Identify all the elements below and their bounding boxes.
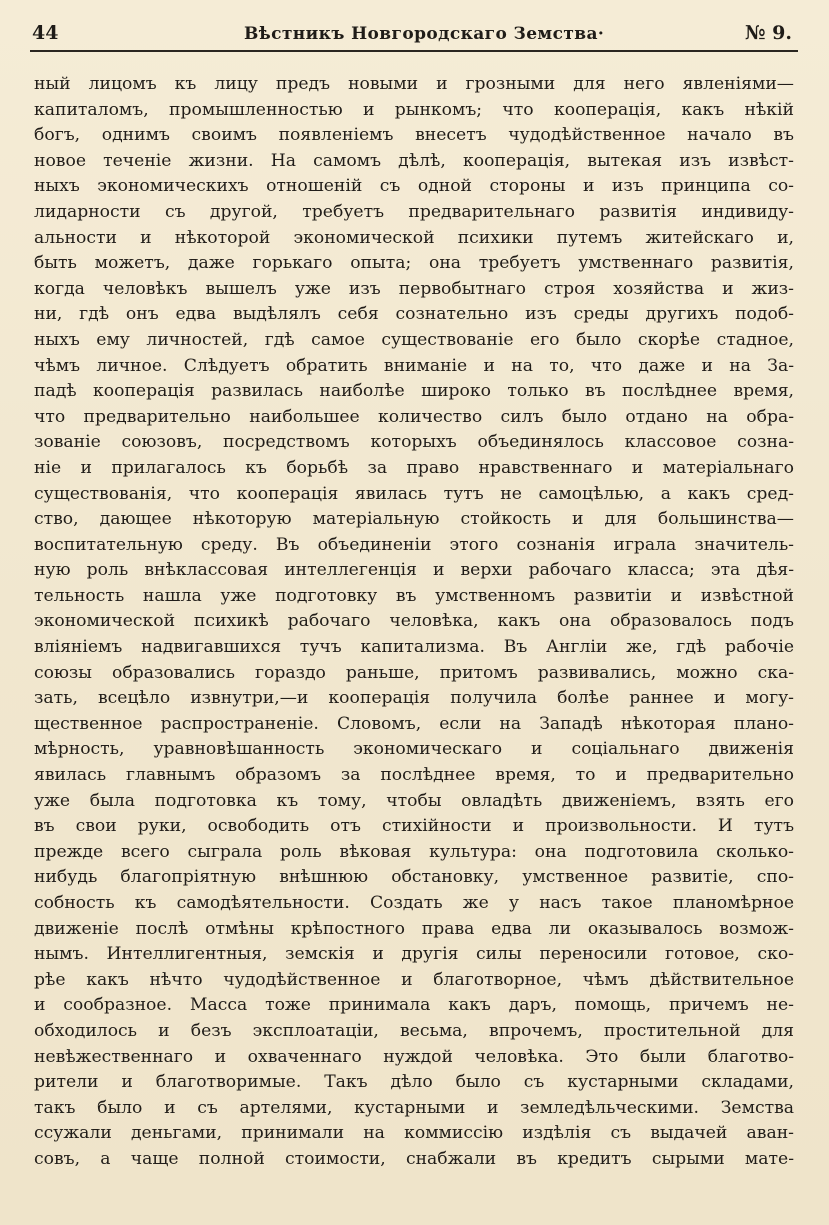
text-line: прежде всего сыграла роль вѣковая культура: она подготовила сколько- [34,841,794,862]
text-line: совъ, а чаще полной стоимости, снабжали въ кредитъ сырыми мате- [34,1148,794,1169]
text-line: нибудь благопріятную внѣшнюю обстановку, умственное развитіе, спо- [34,867,794,888]
text-line: ссужали деньгами, принимали на коммиссію издѣлія съ выдачей аван- [34,1123,794,1144]
running-header [30,18,800,52]
text-line: собность къ самодѣятельности. Создать же у насъ такое планомѣрное [34,893,794,913]
text-line: ство, дающее нѣкоторую матеріальную стойкость и для большинства— [34,509,794,530]
text-line: что предварительно наибольшее количество силъ было отдано на обра- [34,406,794,427]
text-line: ный лицомъ къ лицу предъ новыми и грозными для него явленіями— [34,74,794,94]
text-line: мѣрность, уравновѣшанность экономическаго и соціальнаго движенія [34,739,794,760]
text-line: альности и нѣкоторой экономической психики путемъ житейскаго и, [34,227,794,248]
text-line: щественное распространеніе. Словомъ, если на Западѣ нѣкоторая плано- [34,713,794,734]
text-line: явилась главнымъ образомъ за послѣднее время, то и предварительно [34,765,794,786]
issue-number: № 9. [744,22,792,44]
text-line: въ свои руки, освободить отъ стихійности и произвольности. И тутъ [34,816,794,837]
text-line: ную роль внѣклассовая интеллегенція и верхи рабочаго класса; эта дѣя- [34,560,794,581]
text-line: зованіе союзовъ, посредствомъ которыхъ объединялось классовое созна- [34,432,794,453]
text-line: вліяніемъ надвигавшихся тучъ капитализма. Въ Англіи же, гдѣ рабочіе [34,637,794,658]
text-line: союзы образовались гораздо раньше, притомъ развивались, можно ска- [34,662,794,683]
text-line: быть можетъ, даже горькаго опыта; она требуетъ умственнаго развитія, [34,253,794,274]
text-line: нымъ. Интеллигентныя, земскія и другія силы переносили готовое, ско- [34,944,794,965]
text-line: ни, гдѣ онъ едва выдѣлялъ себя сознательно изъ среды другихъ подоб- [34,304,794,325]
header-rule [30,50,798,52]
text-line: рители и благотворимые. Такъ дѣло было съ кустарными складами, [34,1072,794,1093]
text-line: обходилось и безъ эксплоатаціи, весьма, впрочемъ, простительной для [34,1020,794,1041]
text-line: падѣ кооперація развилась наиболѣе широко только въ послѣднее время, [34,381,794,402]
text-line: когда человѣкъ вышелъ уже изъ первобытнаго строя хозяйства и жиз- [34,278,794,299]
text-line: новое теченіе жизни. На самомъ дѣлѣ, кооперація, вытекая изъ извѣст- [34,150,794,171]
body-text [34,72,794,1173]
text-line: такъ было и съ артелями, кустарными и земледѣльческими. Земства [34,1097,794,1118]
journal-title: Вѣстникъ Новгородскаго Земства· [244,24,605,44]
text-line: и сообразное. Масса тоже принимала какъ даръ, помощь, причемъ не- [34,995,794,1016]
text-line: чѣмъ личное. Слѣдуетъ обратить вниманіе и на то, что даже и на За- [34,355,794,376]
text-line: ніе и прилагалось къ борьбѣ за право нравственнаго и матеріальнаго [34,457,794,478]
text-line: рѣе какъ нѣчто чудодѣйственное и благотворное, чѣмъ дѣйствительное [34,969,794,990]
text-line: движеніе послѣ отмѣны крѣпостного права едва ли оказывалось возмож- [34,918,794,939]
text-line: воспитательную среду. Въ объединеніи этого сознанія играла значитель- [34,534,794,555]
text-line: ныхъ экономическихъ отношеній съ одной стороны и изъ принципа со- [34,176,794,197]
text-line: богъ, однимъ своимъ появленіемъ внесетъ чудодѣйственное начало въ [34,125,794,146]
text-line: уже была подготовка къ тому, чтобы овладѣть движеніемъ, взять его [34,790,794,811]
text-line: существованія, что кооперація явилась тутъ не самоцѣлью, а какъ сред- [34,483,794,504]
page-number: 44 [32,22,59,44]
text-line: ныхъ ему личностей, гдѣ самое существованіе его было скорѣе стадное, [34,329,794,350]
text-line: капиталомъ, промышленностью и рынкомъ; что кооперація, какъ нѣкій [34,99,794,120]
text-line: невѣжественнаго и охваченнаго нуждой человѣка. Это были благотво- [34,1046,794,1067]
text-line: зать, всецѣло извнутри,—и кооперація получила болѣе раннее и могу- [34,688,794,709]
text-line: тельность нашла уже подготовку въ умственномъ развитіи и извѣстной [34,585,794,606]
text-line: экономической психикѣ рабочаго человѣка, какъ она образовалось подъ [34,611,794,632]
text-line: лидарности съ другой, требуетъ предварительнаго развитія индивиду- [34,201,794,222]
